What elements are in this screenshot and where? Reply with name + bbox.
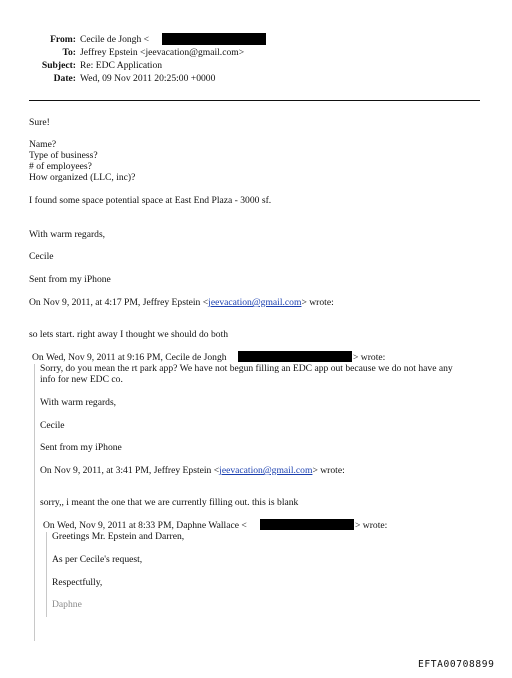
body-line-employees: # of employees? — [29, 161, 92, 172]
quote1-attribution-pre: On Nov 9, 2011, at 4:17 PM, Jeffrey Epstein < — [29, 297, 209, 308]
body-line-regards: With warm regards, — [29, 229, 106, 240]
quote4-request: As per Cecile's request, — [52, 554, 143, 565]
header-divider — [29, 100, 480, 101]
to-value: Jeffrey Epstein <jeevacation@gmail.com> — [80, 47, 245, 58]
quote2-attribution-pre: On Wed, Nov 9, 2011 at 9:16 PM, Cecile de Jongh — [32, 352, 227, 363]
subject-label: Subject: — [41, 60, 76, 71]
body-line-type: Type of business? — [29, 150, 98, 161]
quote1-text: so lets start. right away I thought we should do both — [29, 329, 229, 340]
email-link[interactable]: jeevacation@gmail.com — [219, 465, 313, 476]
quote4-greeting: Greetings Mr. Epstein and Darren, — [52, 531, 185, 542]
redaction-box — [238, 351, 352, 362]
subject-value: Re: EDC Application — [80, 60, 163, 71]
body-line-name: Name? — [29, 139, 57, 150]
quote2-name: Cecile — [40, 420, 65, 431]
quote2-regards: With warm regards, — [40, 397, 117, 408]
quote3-attribution — [40, 465, 345, 476]
body-line-sent: Sent from my iPhone — [29, 274, 111, 285]
body-line-space: I found some space potential space at East End Plaza - 3000 sf. — [29, 195, 272, 206]
date-label: Date: — [53, 73, 76, 84]
redaction-box — [260, 519, 354, 530]
to-label: To: — [62, 47, 76, 58]
body-line-signature: Cecile — [29, 251, 54, 262]
bates-number: EFTA00708899 — [418, 659, 495, 670]
quote2-attribution-post: > wrote: — [353, 352, 386, 363]
from-value: Cecile de Jongh < — [80, 34, 150, 45]
redaction-box — [162, 33, 266, 45]
quote2-bar — [34, 364, 35, 641]
quote3-attribution-pre: On Nov 9, 2011, at 3:41 PM, Jeffrey Epstein < — [40, 465, 220, 476]
quote4-closing: Respectfully, — [52, 577, 103, 588]
quote4-bar — [46, 532, 47, 617]
from-label: From: — [50, 34, 76, 45]
quote4-attribution-post: > wrote: — [355, 520, 388, 531]
quote4-signature: Daphne — [52, 599, 82, 610]
quote2-sent: Sent from my iPhone — [40, 442, 122, 453]
quote3-attribution-post: > wrote: — [312, 465, 345, 476]
quote1-attribution — [29, 297, 334, 308]
quote4-attribution-pre: On Wed, Nov 9, 2011 at 8:33 PM, Daphne Wallace < — [43, 520, 247, 531]
date-value: Wed, 09 Nov 2011 20:25:00 +0000 — [80, 73, 216, 84]
body-line-sure: Sure! — [29, 117, 50, 128]
email-link[interactable]: jeevacation@gmail.com — [208, 297, 302, 308]
body-line-organized: How organized (LLC, inc)? — [29, 172, 136, 183]
quote3-text: sorry,, i meant the one that we are currently filling out. this is blank — [40, 497, 299, 508]
quote1-attribution-post: > wrote: — [301, 297, 334, 308]
quote2-line1: Sorry, do you mean the rt park app? We have not begun filling an EDC app out because we do not have any — [40, 363, 453, 374]
quote2-line2: info for new EDC co. — [40, 374, 123, 385]
